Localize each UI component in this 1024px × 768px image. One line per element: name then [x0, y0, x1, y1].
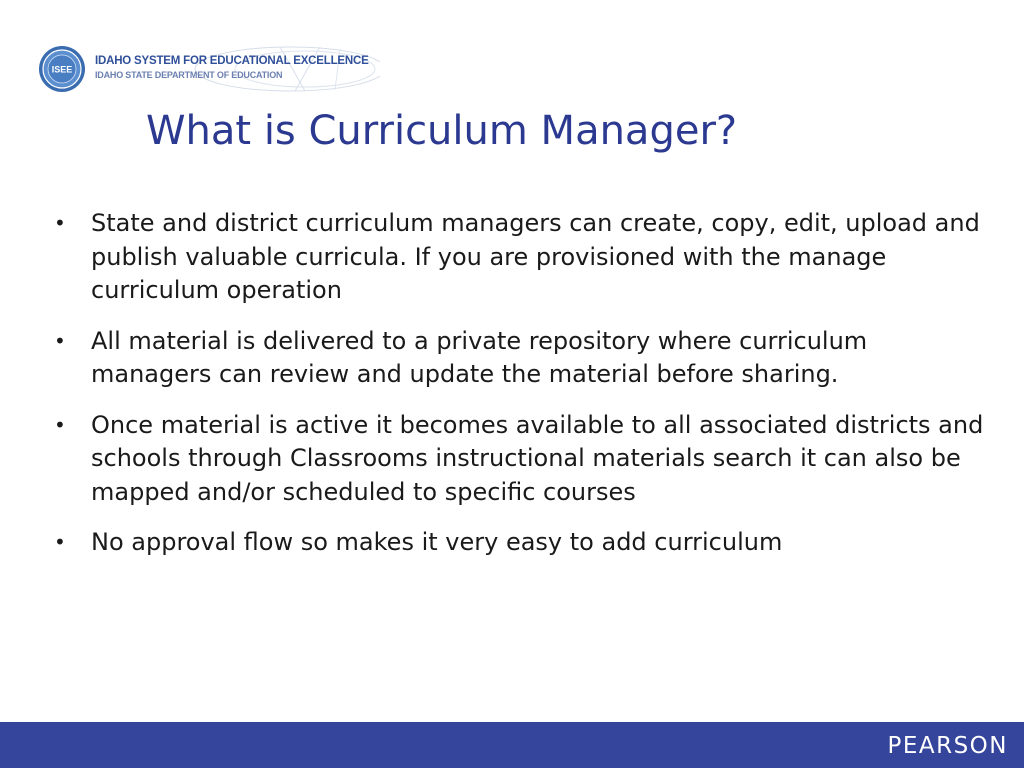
- pearson-logo: PEARSON: [887, 733, 1008, 759]
- bullet-dot-icon: •: [54, 328, 66, 353]
- bullet-item: [54, 325, 984, 392]
- footer-bar: [0, 722, 1024, 768]
- logo-title: IDAHO SYSTEM FOR EDUCATIONAL EXCELLENCE: [95, 55, 369, 67]
- slide-title: What is Curriculum Manager?: [146, 108, 738, 154]
- bullet-text: State and district curriculum managers can create, copy, edit, upload and publish valuable curricula. If you are provisioned with the manage curriculum operation: [91, 209, 980, 304]
- isee-logo: [38, 43, 369, 95]
- seal-text: ISEE: [51, 64, 73, 75]
- bullet-dot-icon: •: [54, 530, 66, 554]
- logo-swoosh-graphic: [90, 43, 380, 95]
- bullet-item: [54, 409, 984, 510]
- bullet-dot-icon: •: [54, 211, 66, 235]
- bullet-text: All material is delivered to a private repository where curriculum managers can review and update the material before sharing.: [91, 326, 868, 388]
- bullet-list: [54, 207, 984, 577]
- bullet-dot-icon: •: [54, 412, 66, 437]
- bullet-text: Once material is active it becomes available to all associated districts and schools through Classrooms instructional materials search it can also be mapped and/or scheduled to specific courses: [91, 410, 984, 506]
- isee-seal-icon: [38, 45, 86, 93]
- bullet-text: No approval flow so makes it very easy to add curriculum: [91, 528, 783, 556]
- logo-subtitle: IDAHO STATE DEPARTMENT OF EDUCATION: [95, 70, 283, 80]
- bullet-item: [54, 526, 984, 560]
- bullet-item: [54, 207, 984, 308]
